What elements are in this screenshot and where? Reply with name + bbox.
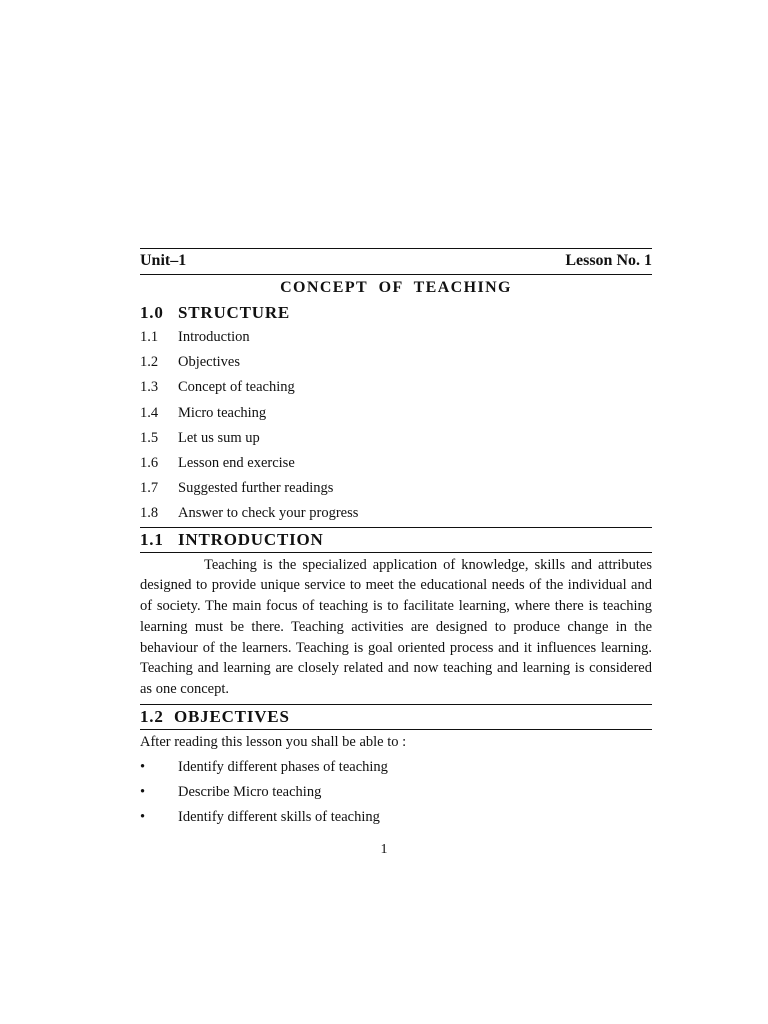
- structure-item-number: 1.2: [140, 354, 159, 371]
- objectives-heading-number: 1.2: [140, 707, 164, 727]
- structure-item-label: Answer to check your progress: [178, 505, 359, 522]
- structure-list: [140, 325, 652, 527]
- structure-item-number: 1.1: [140, 329, 159, 345]
- structure-item-number: 1.5: [140, 429, 159, 446]
- structure-item: [140, 375, 652, 400]
- introduction-heading-number: 1.1: [140, 529, 164, 549]
- structure-item-number: 1.4: [140, 404, 159, 421]
- structure-item-label: Suggested further readings: [178, 480, 334, 497]
- objective-item: [140, 780, 652, 805]
- objective-item: [140, 805, 652, 830]
- objectives-lead: After reading this lesson you shall be able to :: [140, 734, 407, 751]
- structure-item: [140, 325, 652, 350]
- objectives-heading: [140, 705, 652, 729]
- structure-item-number: 1.7: [140, 480, 159, 497]
- objective-item: [140, 755, 652, 780]
- header-rule: [140, 274, 652, 275]
- structure-item-label: Lesson end exercise: [178, 454, 295, 471]
- structure-item: [140, 476, 652, 501]
- objective-label: Identify different skills of teaching: [178, 809, 380, 826]
- structure-item-number: 1.6: [140, 454, 159, 471]
- structure-item: [140, 401, 652, 426]
- document-page: [140, 248, 652, 830]
- objectives-list: [140, 755, 652, 830]
- structure-heading-number: 1.0: [140, 303, 164, 322]
- structure-item-label: Micro teaching: [178, 404, 267, 421]
- structure-item: [140, 426, 652, 451]
- structure-heading-title: STRUCTURE: [178, 303, 291, 322]
- bullet-icon: •: [140, 759, 146, 776]
- chapter-title: CONCEPT OF TEACHING: [280, 279, 512, 296]
- structure-item-label: Objectives: [178, 354, 241, 371]
- structure-item-label: Introduction: [178, 329, 250, 345]
- structure-item: [140, 501, 652, 526]
- structure-item-label: Concept of teaching: [178, 379, 295, 396]
- objective-label: Describe Micro teaching: [178, 784, 322, 801]
- structure-item: [140, 451, 652, 476]
- bullet-icon: •: [140, 809, 146, 826]
- objectives-heading-title: OBJECTIVES: [174, 707, 290, 727]
- unit-label: Unit–1: [140, 252, 187, 269]
- introduction-bottom-rule: [140, 552, 652, 553]
- structure-heading: [140, 301, 652, 325]
- bullet-icon: •: [140, 784, 146, 801]
- introduction-heading: [140, 528, 652, 552]
- structure-item-number: 1.3: [140, 379, 159, 396]
- objective-label: Identify different phases of teaching: [178, 759, 388, 776]
- structure-item-label: Let us sum up: [178, 429, 260, 446]
- structure-item-number: 1.8: [140, 505, 159, 522]
- running-header: [140, 249, 652, 274]
- structure-item: [140, 350, 652, 375]
- introduction-paragraph: Teaching is the specialized application of knowledge, skills and attributes designed to provide unique service to meet the educational needs of the individual and of society. The main focus of teaching is to facilitate learning, where there is teaching learning must be there. Teaching activities are designed to produce change in the behaviour of the learners. Teaching is goal oriented process and it influences learning. Teaching and learning are closely related and now teaching and learning is considered as one concept.: [140, 556, 652, 698]
- page-number: 1: [380, 842, 388, 857]
- introduction-heading-title: INTRODUCTION: [178, 529, 324, 549]
- lesson-label: Lesson No. 1: [565, 252, 652, 269]
